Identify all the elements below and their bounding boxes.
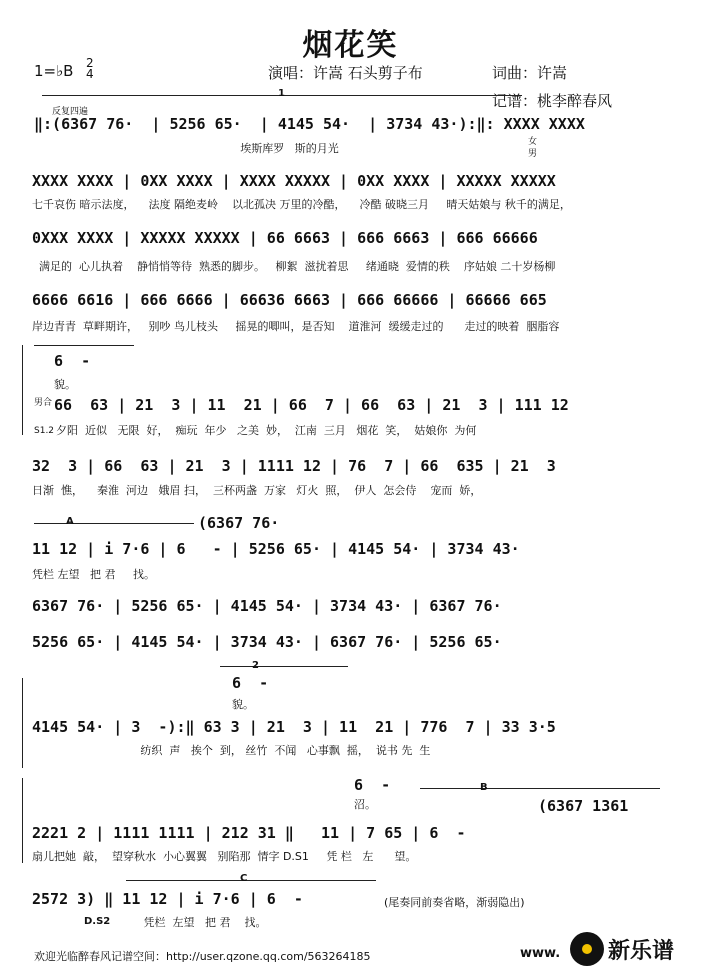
disc-icon — [570, 932, 604, 966]
singer-credit: 演唱：许嵩 石头剪子布 — [268, 64, 423, 82]
outro-note: (尾奏同前奏省略，渐弱隐出) — [384, 896, 525, 909]
score-line-5: 6 - — [54, 352, 91, 370]
segno-label: S1.2 — [34, 426, 55, 436]
score-line-6: 66 63 | 21 3 | 11 21 | 66 7 | 66 63 | 21 3 | 111 12 — [54, 396, 569, 414]
time-bottom: 4 — [86, 67, 94, 81]
logo-text: 新乐谱 — [608, 939, 675, 964]
ending-2-bracket — [220, 666, 348, 667]
lyrics-line-13a: 沼。 — [354, 798, 376, 811]
section-a-bracket — [34, 523, 194, 524]
lyrics-line-4: 岸边青青 草畔期许， 别吵 鸟儿枝头 摇晃的唧叫，是否知 道淮河 缓缓走过的 走过的映着 胭脂容 — [32, 320, 560, 333]
repeat-four-note: 反复四遍 — [52, 107, 89, 117]
score-brace-3 — [22, 778, 23, 863]
lyrics-line-13: 扇儿把她 敲， 望穿秋水 小心翼翼 别陷那 情字 D.S1 凭 栏 左 望。 — [32, 850, 417, 863]
male-mark-2: 男 — [34, 398, 44, 408]
ending-2-label: 2 — [252, 660, 259, 671]
score-line-10: 5256 65· | 4145 54· | 3734 43· | 6367 76· | 5256 65· — [32, 633, 502, 651]
score-line-1: ‖:(6367 76· | 5256 65· | 4145 54· | 3734 43·):‖: XXXX XXXX — [34, 115, 585, 133]
together-mark: 合 — [43, 398, 53, 408]
score-line-11: 6 - — [232, 674, 269, 692]
lyrics-line-2: 七千哀伤 暗示法度， 法度 隔绝麦岭 以北孤决 万里的冷酷， 冷酷 破晓三月 晴天姑娘与 秋千的满足， — [32, 198, 571, 211]
section-c-label: C — [240, 873, 248, 884]
lyrics-line-7: 日渐 憔， 秦淮 河边 娥眉 扫， 三杯两盏 万家 灯火 照， 伊人 怎会侍 宠而 娇， — [32, 484, 482, 497]
section-b-bracket — [420, 788, 660, 789]
score-brace-1 — [22, 345, 23, 435]
footer-text: 欢迎光临醉春风记谱空间：http://user.qzone.qq.com/563264185 — [34, 950, 371, 963]
score-line-13a: 6 - — [354, 776, 391, 794]
male-together-mark — [34, 395, 52, 408]
time-signature — [86, 58, 94, 80]
ds2-label: D.S2 — [84, 916, 111, 927]
section-a-label: A — [66, 516, 74, 527]
female-mark: 女 — [528, 137, 538, 147]
section-c-bracket — [126, 880, 376, 881]
section-b-label: B — [480, 782, 488, 793]
lyrics-line-8: 凭栏 左望 把 君 找。 — [32, 568, 155, 581]
lyrics-line-5: 貌。 — [54, 378, 76, 391]
score-line-12: 4145 54· | 3 -):‖ 63 3 | 21 3 | 11 21 | 776 7 | 33 3·5 — [32, 718, 556, 736]
composer-credit: 词曲：许嵩 — [492, 64, 568, 82]
lyrics-line-12: 纺织 声 挨个 到， 丝竹 不闻 心事飘 摇， 说书 先 生 — [32, 744, 431, 757]
ending-1-label: 1 — [278, 88, 285, 99]
logo-watermark: www. — [520, 946, 561, 961]
score-line-8: 11 12 | i 7·6 | 6 - | 5256 65· | 4145 54· | 3734 43· — [32, 540, 520, 558]
lyrics-line-6: 夕阳 近似 无限 好， 痴玩 年少 之美 妙， 江南 三月 烟花 笑， 姑娘你 为何 — [56, 424, 477, 437]
score-line-3: 0XXX XXXX | XXXXX XXXXX | 66 6663 | 666 6663 | 666 66666 — [32, 229, 538, 247]
male-mark: 男 — [528, 149, 538, 159]
key-signature: 1=♭B — [34, 62, 74, 80]
score-line-13: 2221 2 | 1111 1111 | 212 31 ‖ 11 | 7 65 | 6 - — [32, 824, 466, 842]
score-line-4: 6666 6616 | 666 6666 | 66636 6663 | 666 66666 | 66666 665 — [32, 291, 547, 309]
lyrics-line-3: 满足的 心儿执着 静悄悄等待 熟悉的脚步。 柳絮 滋扰着思 绪通晓 爱情的秩 序姑娘 二十岁杨柳 — [32, 260, 556, 273]
site-logo — [570, 930, 698, 970]
score-line-9: 6367 76· | 5256 65· | 4145 54· | 3734 43· | 6367 76· — [32, 597, 502, 615]
time-top: 2 — [86, 56, 94, 70]
lyrics-line-14: 凭栏 左望 把 君 找。 — [126, 916, 267, 929]
lyrics-line-1: 埃斯库罗 斯的月光 — [34, 142, 339, 155]
score-line-7: 32 3 | 66 63 | 21 3 | 1111 12 | 76 7 | 66 635 | 21 3 — [32, 457, 556, 475]
ending-1-box — [34, 345, 134, 346]
score-line-13b: (6367 1361 — [538, 797, 629, 815]
score-line-2: XXXX XXXX | 0XX XXXX | XXXX XXXXX | 0XX XXXX | XXXXX XXXXX — [32, 172, 556, 190]
lyrics-line-11: 貌。 — [232, 698, 254, 711]
score-brace-2 — [22, 678, 23, 768]
song-title: 烟花笑 — [302, 28, 399, 63]
score-line-14: 2572 3) ‖ 11 12 | i 7·6 | 6 - — [32, 890, 303, 908]
notator-credit: 记谱：桃李醉春风 — [492, 92, 613, 110]
intro-snippet: (6367 76· — [198, 514, 280, 532]
